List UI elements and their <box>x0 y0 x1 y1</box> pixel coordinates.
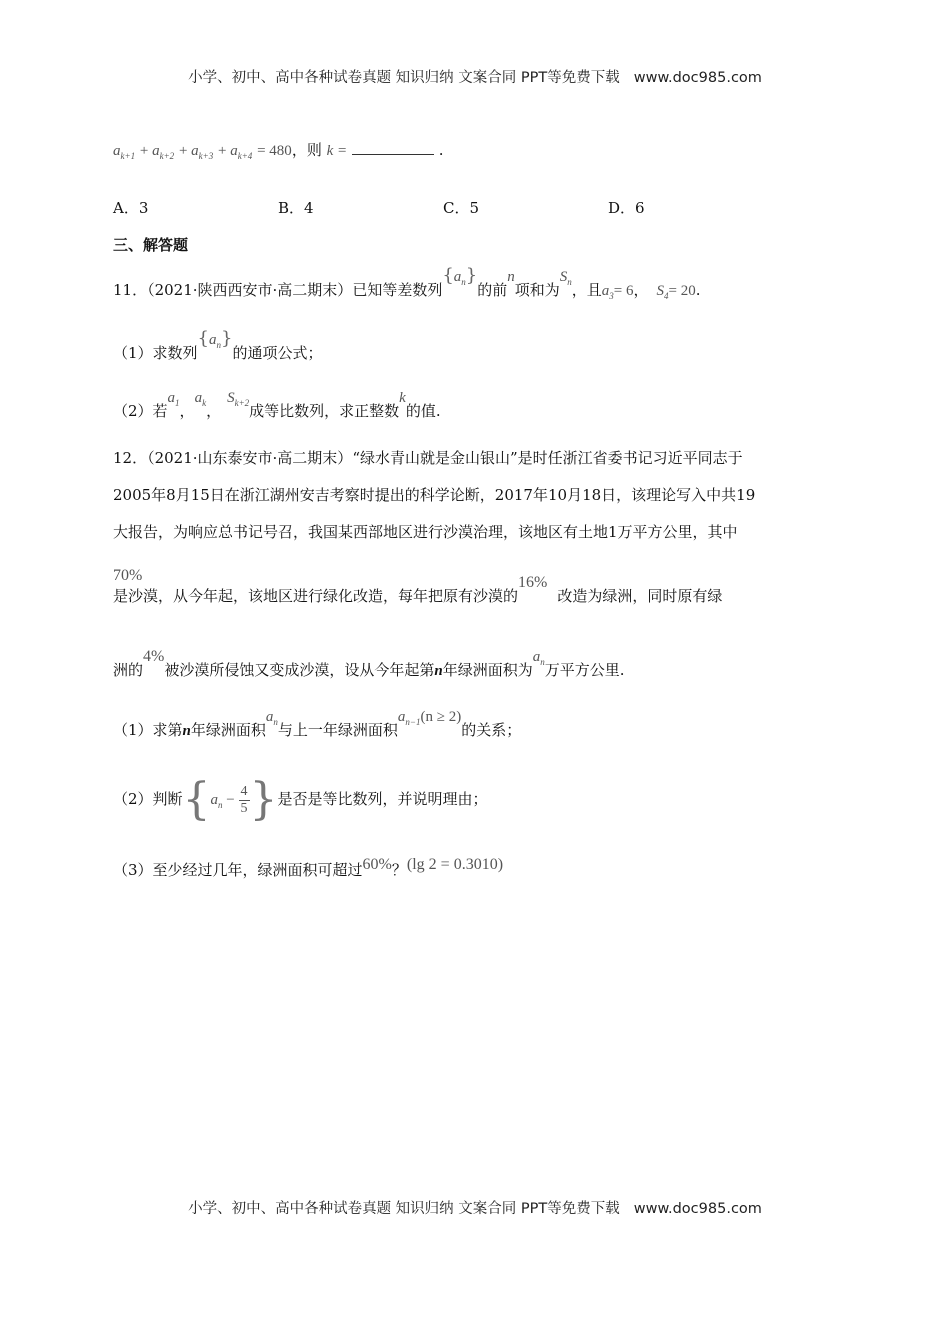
page-footer <box>0 1197 950 1218</box>
math-a-k4: $a_{k+4}$ <box>230 143 253 161</box>
q11-stem: 11．（2021·陕西西安市·高二期末）已知等差数列$\{a_n\}$的前n项和为$S_n$，且$a_3= 6$， $S_4= 20$. <box>113 265 701 301</box>
math-a-k1: $a_{k+1}$ <box>113 143 136 161</box>
pct-4: 4% <box>143 648 165 665</box>
math-k-eq: k = <box>326 143 348 159</box>
footer-site-link[interactable]: www.doc985.com <box>633 1201 762 1217</box>
page-header <box>0 66 950 87</box>
option-b[interactable]: B．4 <box>278 199 314 217</box>
option-d[interactable]: D．6 <box>608 199 645 217</box>
q11-part2: （2）若$a_1$，$a_k$，$S_{k+2}$成等比数列，求正整数k的值. <box>113 390 441 420</box>
header-text: 小学、初中、高中各种试卷真题 知识归纳 文案合同 PPT等免费下载 <box>188 70 620 86</box>
q11-part1: （1）求数列$\{a_n\}$的通项公式； <box>113 328 323 362</box>
pct-60: 60% <box>362 856 392 873</box>
footer-text: 小学、初中、高中各种试卷真题 知识归纳 文案合同 PPT等免费下载 <box>188 1201 620 1217</box>
option-a[interactable]: A．3 <box>113 199 149 217</box>
pct-16: 16% <box>518 574 548 591</box>
math-a-k3: $a_{k+3}$ <box>191 143 214 161</box>
q11-source: （2021·陕西西安市·高二期末） <box>147 281 353 299</box>
q12-stem-line4: 70% 是沙漠，从今年起，该地区进行绿化改造，每年把原有沙漠的16%改造为绿洲，同时原有绿 <box>113 580 722 609</box>
math-a-k2: $a_{k+2}$ <box>152 143 175 161</box>
q12-stem-line1: 12．（2021·山东泰安市·高二期末）“绿水青山就是金山银山”是时任浙江省委书记习近平同志于 <box>113 449 743 467</box>
q12-part1: （1）求第n年绿洲面积$a_n$与上一年绿洲面积$a_{n-1}(n \ge 2)$的关系； <box>113 709 522 739</box>
answer-blank[interactable] <box>352 140 434 155</box>
q12-stem-line5: 洲的4%被沙漠所侵蚀又变成沙漠，设从今年起第n年绿洲面积为$a_n$万平方公里. <box>113 648 625 679</box>
q12-part2: （2）判断{$a_n$ − $\frac{4}{5}$ }是否是等比数列，并说明理由； <box>113 774 488 825</box>
fraction-4-5: $\frac{4}{5}$ <box>240 783 248 816</box>
pct-70: 70% <box>113 567 143 584</box>
lg2-hint: (lg 2 = 0.3010) <box>406 856 504 873</box>
option-c[interactable]: C．5 <box>443 199 480 217</box>
q12-stem-line3: 大报告，为响应总书记号召，我国某西部地区进行沙漠治理，该地区有土地1万平方公里，其中 <box>113 523 738 541</box>
q12-part3: （3）至少经过几年，绿洲面积可超过60%？(lg 2 = 0.3010) <box>113 856 504 879</box>
header-site-link[interactable]: www.doc985.com <box>633 70 762 86</box>
q12-source: （2021·山东泰安市·高二期末） <box>147 449 353 467</box>
q10-options <box>113 196 773 220</box>
q10-equation-line: $a_{k+1} + a_{k+2} + a_{k+3} + a_{k+4} = 480$，则 k = . <box>113 141 444 161</box>
section-title: 三、解答题 <box>113 236 189 254</box>
q12-stem-line2: 2005年8月15日在浙江湖州安吉考察时提出的科学论断，2017年10月18日，该理论写入中共19 <box>113 486 756 504</box>
math-eq-480: = 480 <box>257 143 292 159</box>
